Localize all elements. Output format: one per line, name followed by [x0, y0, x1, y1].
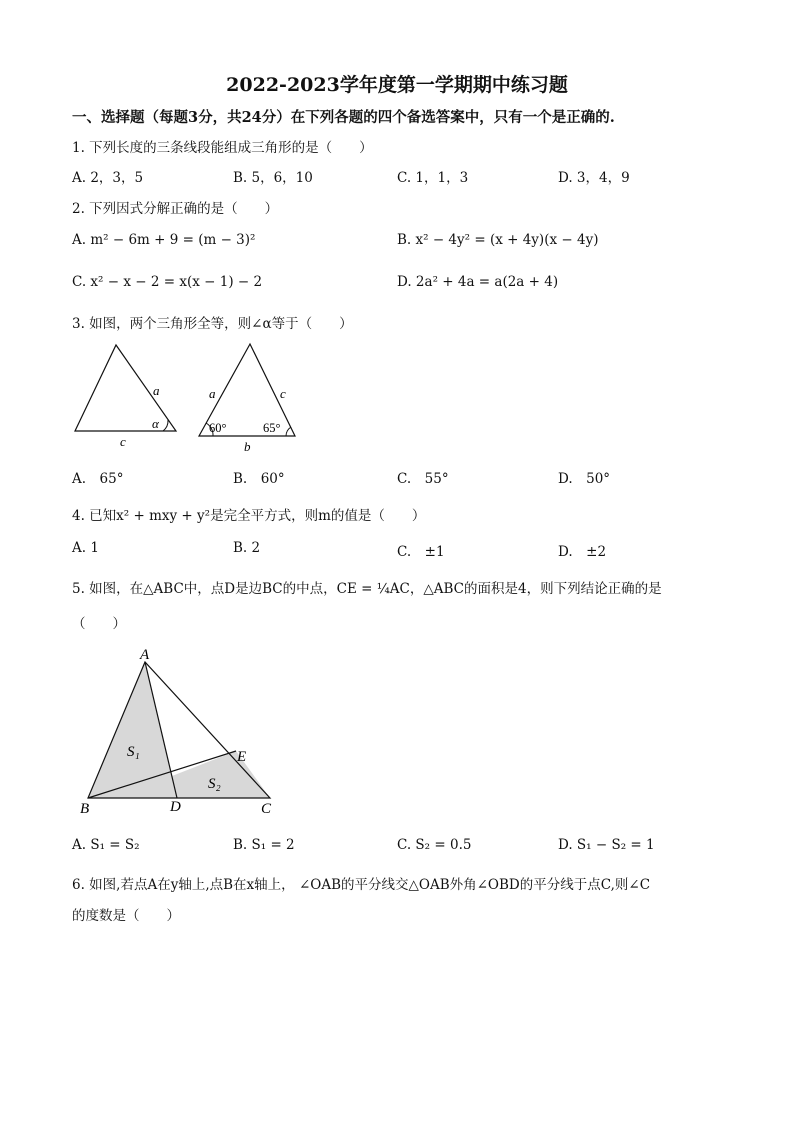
section-heading: 一、选择题（每题3分，共24分）在下列各题的四个备选答案中，只有一个是正确的.	[72, 109, 615, 126]
q3-option-b: B. 60°	[233, 471, 285, 487]
q5-option-d: D. S₁ − S₂ = 1	[558, 837, 655, 853]
question-4-stem: 4. 已知x² + mxy + y²是完全平方式，则m的值是（ ）	[72, 508, 426, 524]
label-E: E	[237, 749, 247, 765]
q1-option-a: A. 2，3，5	[72, 170, 144, 186]
question-1-stem: 1. 下列长度的三条线段能组成三角形的是（ ）	[72, 140, 373, 156]
q5-option-a: A. S₁ = S₂	[72, 837, 140, 853]
label-S2: S₂	[208, 776, 221, 792]
q4-option-a: A. 1	[72, 540, 99, 556]
label-a-right: a	[209, 386, 216, 401]
question-3-stem: 3. 如图，两个三角形全等，则∠α等于（ ）	[72, 316, 353, 332]
label-a-left: a	[153, 383, 160, 398]
q4-option-b: B. 2	[233, 540, 261, 556]
label-D: D	[170, 799, 181, 815]
q2-option-a: A. m² − 6m + 9 = (m − 3)²	[72, 232, 256, 248]
label-C: C	[261, 801, 272, 817]
q2-option-d: D. 2a² + 4a = a(2a + 4)	[397, 274, 559, 290]
label-b-right: b	[244, 439, 251, 454]
q3-option-d: D. 50°	[558, 471, 611, 487]
triangle-left	[75, 345, 176, 431]
region-s2	[172, 751, 270, 798]
page-title: 2022-2023学年度第一学期期中练习题	[226, 74, 568, 96]
question-2-stem: 2. 下列因式分解正确的是（ ）	[72, 201, 279, 217]
q2-option-b: B. x² − 4y² = (x + 4y)(x − 4y)	[397, 232, 599, 248]
q5-option-b: B. S₁ = 2	[233, 837, 295, 853]
q1-option-b: B. 5，6，10	[233, 170, 313, 186]
q4-option-c: C. ±1	[397, 544, 445, 560]
q5-triangle-figure	[74, 640, 284, 822]
q1-option-c: C. 1，1，3	[397, 170, 469, 186]
label-c-right: c	[280, 386, 286, 401]
angle-65-arc	[286, 427, 291, 436]
q3-congruent-triangles-figure	[66, 336, 316, 461]
question-6-stem: 6. 如图,若点A在y轴上,点B在x轴上， ∠OAB的平分线交△OAB外角∠OBD的平分线于点C,则∠C	[72, 877, 651, 893]
q2-option-c: C. x² − x − 2 = x(x − 1) − 2	[72, 274, 263, 290]
label-B: B	[80, 801, 90, 817]
label-60-degrees: 60°	[209, 421, 227, 435]
q1-option-d: D. 3，4，9	[558, 170, 630, 186]
question-6-stem-cont: 的度数是（ ）	[72, 908, 180, 924]
label-alpha: α	[152, 416, 159, 431]
q3-option-a: A. 65°	[72, 471, 124, 487]
q4-option-d: D. ±2	[558, 544, 607, 560]
question-5-stem: 5. 如图，在△ABC中，点D是边BC的中点，CE = ¼AC，△ABC的面积是4，则下列结论正确的是	[72, 581, 662, 597]
label-c-left: c	[120, 434, 126, 449]
question-5-stem-cont: （ ）	[72, 616, 126, 632]
q5-option-c: C. S₂ = 0.5	[397, 837, 472, 853]
q3-option-c: C. 55°	[397, 471, 449, 487]
label-S1: S₁	[127, 744, 140, 760]
label-65-degrees: 65°	[263, 421, 281, 435]
label-A: A	[140, 647, 150, 663]
alpha-arc	[163, 420, 168, 431]
